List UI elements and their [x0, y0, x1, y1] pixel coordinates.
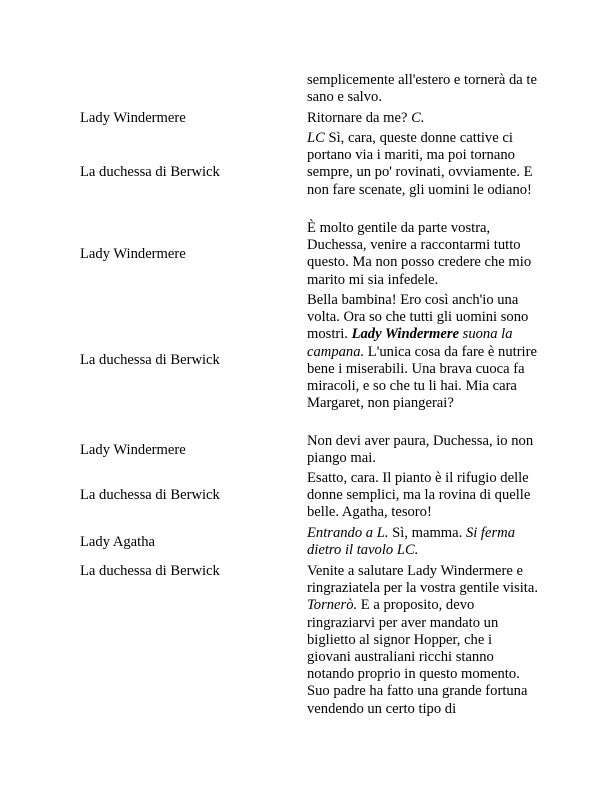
speaker-name: Lady Windermere [80, 110, 186, 126]
speech-text: È molto gentile da parte vostra, Duchessa, venire a raccontarmi tutto questo. Ma non posso credere che mio marito mi sia infedele. [307, 220, 532, 288]
stage-direction: suona la campana. [307, 326, 513, 360]
speech-text: Entrando a L. Sì, mamma. Si ferma dietro il tavolo LC. [307, 525, 515, 559]
stage-direction: Entrando a L. [307, 525, 389, 541]
speech-text: Venite a salutare Lady Windermere e ringraziatela per la vostra gentile visita. Tornerò. E a proposito, devo ringraziarvi per aver mandato un biglietto al signor Hopper, che i giovani australiani ricchi stanno notando proprio in questo momento. Suo padre ha fatto una grande fortuna vendendo un certo tipo di [307, 563, 538, 717]
speaker-name: La duchessa di Berwick [80, 164, 220, 180]
speech-text: Bella bambina! Ero così anch'io una volta. Ora so che tutti gli uomini sono mostri. Lady Windermere suona la campana. L'unica cosa da fare è nutrire bene i miserabili. Una brava cuoca fa miracoli, e so che tu li hai. Mia cara Margaret, non piangerai? [307, 292, 537, 412]
speaker-name: Lady Windermere [80, 246, 186, 262]
speaker-name: Lady Windermere [80, 442, 186, 458]
speaker-name: Lady Agatha [80, 534, 155, 550]
stage-direction: Tornerò. [307, 597, 358, 614]
speech-text: Non devi aver paura, Duchessa, io non piango mai. [307, 433, 534, 467]
stage-direction: Lady Windermere [351, 326, 460, 343]
speech-text: LC Sì, cara, queste donne cattive ci portano via i mariti, ma poi tornano sempre, un po' rovinati, ovviamente. E non fare scenate, gli uomini le odiano! [307, 130, 533, 198]
speaker-name: La duchessa di Berwick [80, 352, 220, 368]
stage-direction: C. [411, 110, 425, 126]
speech-text: Ritornare da me? C. [307, 110, 425, 126]
stage-direction: Si ferma dietro il tavolo LC. [307, 525, 515, 559]
speaker-name: La duchessa di Berwick [80, 563, 220, 579]
speech-text: Esatto, cara. Il pianto è il rifugio delle donne semplici, ma la rovina di quelle belle. Agatha, tesoro! [307, 470, 531, 521]
speech-text: semplicemente all'estero e tornerà da te sano e salvo. [307, 72, 537, 106]
stage-direction: LC [307, 130, 325, 146]
speaker-name: La duchessa di Berwick [80, 487, 220, 503]
